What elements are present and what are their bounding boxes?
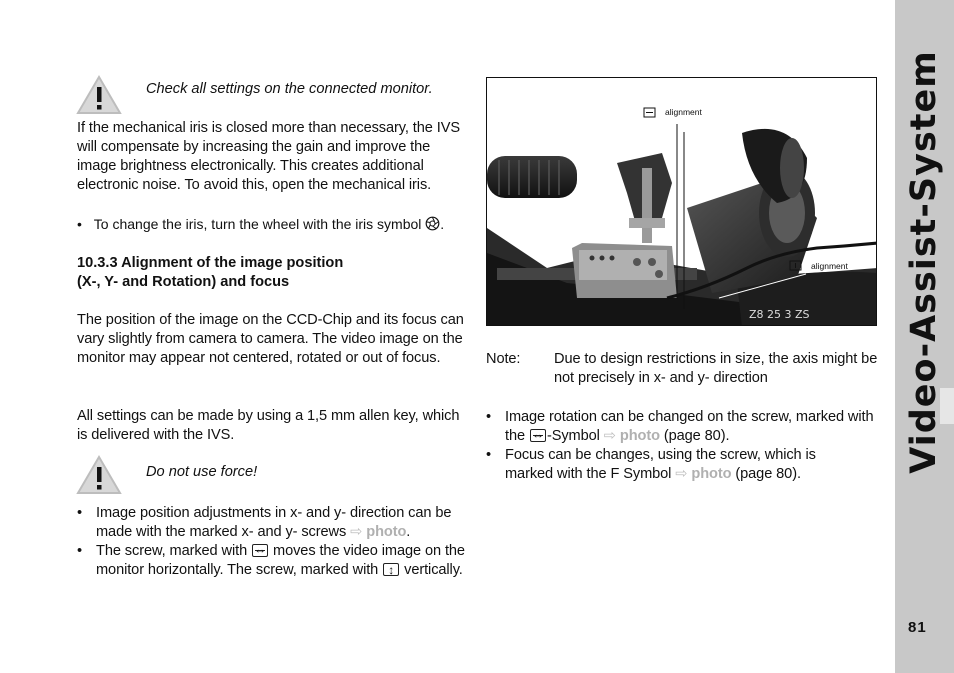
reference-arrow-icon: ⇨ (350, 524, 363, 540)
bullet-focus: • Focus can be changes, using the screw, which is marked with the F Symbol ⇨ photo (page 80). (486, 447, 816, 482)
warning-check-monitor: Check all settings on the connected monitor. (146, 81, 433, 97)
bullet-xy-text: Image position adjustments in x- and y- direction can be made with the marked x- and y- screws (96, 505, 452, 540)
reference-arrow-icon: ⇨ (675, 466, 688, 482)
horizontal-arrow-symbol-icon (252, 544, 268, 557)
warning-triangle-icon (76, 455, 122, 495)
warning-no-force: Do not use force! (146, 464, 258, 480)
heading-line-2: (X-, Y- and Rotation) and focus (77, 274, 290, 290)
paragraph-allen-key: All settings can be made by using a 1,5 mm allen key, which is delivered with the IVS. (77, 408, 460, 443)
note-text: Due to design restrictions in size, the axis might be not precisely in x- and y- direction (554, 351, 878, 386)
paragraph-iris: If the mechanical iris is closed more than necessary, the IVS will compensate by increasing the gain and improve the image brightness electronically. This creates additional electronic noise. To avoid this, open the mechanical iris. (77, 120, 460, 193)
bullet-iris: • To change the iris, turn the wheel with the iris symbol . (77, 216, 445, 232)
reference-arrow-icon: ⇨ (603, 428, 616, 444)
bullet-screw-text-b: moves the video image on the monitor horizontally. The screw, marked with (96, 543, 465, 578)
bullet-xy-screws: • Image position adjustments in x- and y- direction can be made with the marked x- and y- screws ⇨ photo. (77, 505, 452, 540)
photo-reference-link[interactable]: photo (366, 524, 407, 540)
bullet-rotation-text-a: Image rotation can be changed on the screw, marked with the (505, 409, 874, 444)
camera-photo (486, 77, 877, 326)
bullet-screw-text-c: vertically. (404, 562, 463, 578)
note-label: Note: (486, 351, 521, 367)
photo-reference-link[interactable]: photo (619, 428, 660, 444)
section-heading (77, 254, 343, 292)
iris-symbol-icon (425, 216, 440, 231)
bullet-rotation: • Image rotation can be changed on the screw, marked with the ↔ -Symbol ⇨ photo (page 80). (486, 408, 881, 446)
bullet-rotation-text-b: -Symbol (546, 428, 600, 444)
bullet-focus-text-a: Focus can be changes, using the screw, which is marked with the F Symbol (505, 447, 816, 482)
sidebar-title: Video-Assist-System (904, 50, 944, 474)
horizontal-arrow-symbol-icon (530, 429, 546, 442)
photo-callout-alignment-mid: alignment (811, 261, 848, 271)
bullet-screw-text-a: The screw, marked with (96, 543, 248, 559)
paragraph-ccd: The position of the image on the CCD-Chip and its focus can vary slightly from camera to camera. The video image on the monitor may appear not centered, rotated or out of focus. (77, 312, 464, 366)
svg-text:Z8 25 3 ZS: Z8 25 3 ZS (749, 308, 810, 321)
bullet-screw-direction: • The screw, marked with ↔ moves the video image on the monitor horizontally. The screw, marked with ↕ vertically. (77, 542, 472, 580)
heading-line-1: 10.3.3 Alignment of the image position (77, 255, 344, 271)
warning-triangle-icon (76, 75, 122, 115)
vertical-arrow-symbol-icon (383, 563, 399, 576)
bullet-focus-text-c: (page 80). (735, 466, 801, 482)
photo-reference-link[interactable]: photo (691, 466, 732, 482)
page-number: 81 (908, 619, 927, 636)
bullet-rotation-text-c: (page 80). (663, 428, 730, 444)
bullet-iris-text: To change the iris, turn the wheel with the iris symbol (93, 216, 422, 232)
photo-callout-alignment-top: alignment (665, 107, 702, 117)
